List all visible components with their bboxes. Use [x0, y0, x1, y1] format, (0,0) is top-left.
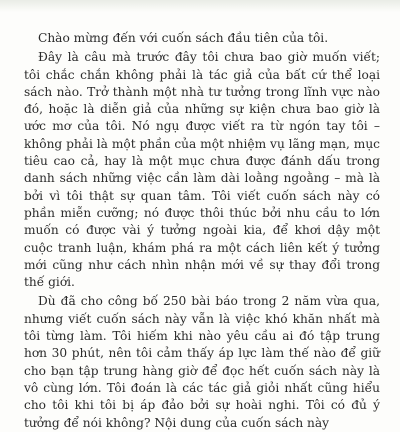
paragraph-intro: Đây là câu mà trước đây tôi chưa bao giờ muốn viết; tôi chắc chắn không phải là tác giả của bất cứ thể loại sách nào. Trở thành một nhà tư tưởng trong lĩnh vực nào đó, hoặc là diễn giả của những sự kiện chưa bao giờ là ước mơ của tôi. Nó ngụ được viết ra từ ngón tay tôi – không phải là một phần của một nhiệm vụ lãng mạn, mục tiêu cao cả, hay là một mục chưa được đánh dấu trong danh sách những việc cần làm dài loằng ngoằng – mà là bởi vì tôi thật sự quan tâm. Tôi viết cuốn sách này có phần miễn cưỡng; nó được thôi thúc bởi nhu cầu to lớn muốn có được vài ý tưởng ngoài kia, để khơi dậy một cuộc tranh luận, khám phá ra một cách liên kết ý tưởng mới cũng như cách nhìn nhận mới về sự thay đổi trong thế giới.	[24, 50, 381, 290]
body-text	[24, 30, 380, 432]
paragraph-welcome: Chào mừng đến với cuốn sách đầu tiên của tôi.	[38, 31, 329, 45]
page-top-shadow	[0, 0, 400, 12]
paragraph-difficulty: Dù đã cho công bố 250 bài báo trong 2 năm vừa qua, nhưng viết cuốn sách này vẫn là việc khó khăn nhất mà tôi từng làm. Tôi hiếm khi nào yêu cầu ai đó tập trung hơn 30 phút, nên tôi cảm thấy áp lực làm thế nào để giữ cho bạn tập trung hàng giờ để đọc hết cuốn sách này là vô cùng lớn. Tôi đoán là các tác giả giỏi nhất cũng hiểu cho tôi khi tôi bị áp đảo bởi sự hoài nghi. Tôi có đủ ý tưởng để nói không? Nội dung của cuốn sách này	[24, 294, 380, 430]
